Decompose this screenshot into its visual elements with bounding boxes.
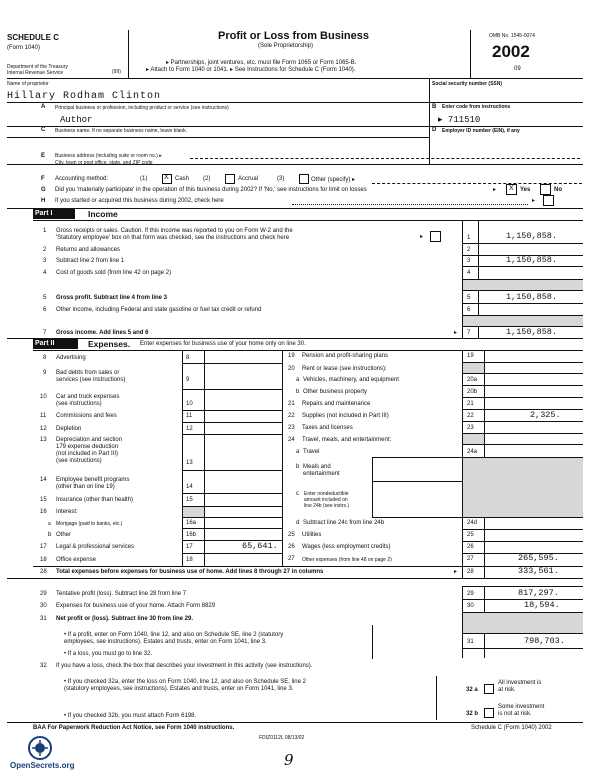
line23-text: Taxes and licenses	[302, 425, 353, 431]
line8-box: 8	[186, 355, 190, 361]
line7-arrow: ▸	[454, 330, 458, 336]
line31-bullet3: • If a loss, you must go to line 32.	[64, 651, 153, 657]
line32-num: 32	[40, 663, 47, 669]
schedule-label: SCHEDULE C	[7, 33, 60, 42]
line20b-num: b	[296, 389, 300, 395]
line22-value: 2,325.	[530, 410, 561, 420]
line27-box: 27	[467, 556, 474, 562]
line31-bullet1: • If a profit, enter on Form 1040, line 12, and also on Schedule SE, line 2 (statutory	[64, 632, 284, 638]
line6-box: 6	[467, 307, 471, 313]
line28-box: 28	[467, 569, 474, 575]
line24c-text3: line 24b (see instrs.)	[304, 503, 350, 509]
line32a-text2: at risk.	[498, 687, 516, 693]
line24d-text: Subtract line 24c from line 24b	[303, 520, 385, 526]
line30-box: 30	[467, 603, 474, 609]
statutory-employee-checkbox[interactable]	[430, 231, 441, 242]
line29-num: 29	[40, 591, 47, 597]
line-g-letter: G	[41, 187, 46, 193]
line7-value: 1,150,858.	[506, 327, 558, 337]
line1-arrow: ▸	[420, 234, 424, 240]
line10-text: Car and truck expenses	[56, 394, 120, 400]
line3-value: 1,150,858.	[506, 255, 558, 265]
cash-label: Cash	[175, 176, 190, 182]
f-opt2: (2)	[203, 176, 211, 182]
line28-num: 28	[40, 569, 47, 575]
line21-box: 21	[467, 401, 474, 407]
line24a-box: 24a	[467, 449, 478, 455]
no-checkbox[interactable]	[540, 184, 551, 195]
line31-num: 31	[40, 616, 47, 622]
line20-text: Rent or lease (see instructions):	[302, 366, 387, 372]
line25-num: 25	[288, 532, 295, 538]
line31-bullet2: employees, see instructions). Estates and trusts, enter on Form 1041, line 3.	[64, 639, 267, 645]
line27-text: Other expenses (from line 48 on page 2)	[302, 557, 392, 563]
line-e-letter: E	[41, 153, 46, 159]
line16-num: 16	[40, 509, 47, 515]
line20a-text: Vehicles, machinery, and equipment	[303, 377, 399, 383]
line-h-text: If you started or acquired this business during 2002, check here	[55, 198, 224, 204]
line5-num: 5	[43, 295, 47, 301]
line16a-num: a	[48, 521, 51, 527]
line22-num: 22	[288, 413, 295, 419]
other-method-label: Other (specify) ▸	[311, 177, 356, 183]
h-dots	[292, 204, 528, 205]
line17-value: 65,641.	[242, 541, 278, 551]
line24c-num: c	[296, 491, 299, 497]
part1-title: Income	[88, 209, 118, 219]
line7-text: Gross income. Add lines 5 and 6	[56, 330, 149, 336]
address-dash	[190, 158, 580, 159]
line5-box: 5	[467, 295, 471, 301]
line28-value: 333,561.	[518, 566, 559, 576]
line1-text2: 'Statutory employee' box on that form was checked, see the instructions and check here	[56, 235, 290, 241]
started-checkbox[interactable]	[543, 195, 554, 206]
line15-text: Insurance (other than health)	[56, 497, 134, 503]
line30-value: 18,594.	[524, 600, 560, 610]
line18-box: 18	[186, 557, 193, 563]
line8-num: 8	[43, 355, 47, 361]
h-arrow: ▸	[532, 198, 536, 204]
line16b-num: b	[48, 532, 52, 538]
line3-box: 3	[467, 258, 471, 264]
line32-text: If you have a loss, check the box that describes your investment in this activity (see instructions).	[56, 663, 313, 669]
line3-text: Subtract line 2 from line 1	[56, 258, 125, 264]
line32b-label: 32 b	[466, 711, 479, 717]
yes-label: Yes	[520, 187, 531, 193]
line6-num: 6	[43, 307, 47, 313]
ssn-label: Social security number (SSN)	[432, 81, 503, 87]
part2-tag: Part II	[35, 340, 55, 347]
line12-num: 12	[40, 426, 47, 432]
part2-title: Expenses.	[88, 339, 131, 349]
line16-text: Interest:	[56, 509, 78, 515]
line-e-label2: City, town or post office, state, and ZIP code	[55, 160, 153, 166]
line23-num: 23	[288, 425, 295, 431]
page-number: 9	[284, 751, 294, 769]
line4-num: 4	[43, 270, 47, 276]
line-c-label: Business name. If no separate business name, leave blank.	[55, 128, 188, 134]
line13-num: 13	[40, 437, 47, 443]
instruction-2: ▸ Attach to Form 1040 or 1041. ▸ See Instructions for Schedule C (Form 1040).	[146, 67, 356, 73]
line14-text2: (other than on line 19)	[56, 484, 115, 490]
line4-text: Cost of goods sold (from line 42 on page 2)	[56, 270, 172, 276]
line11-box: 11	[186, 413, 193, 419]
line-a-letter: A	[41, 104, 46, 110]
line30-text: Expenses for business use of your home. Attach Form 8829	[56, 603, 216, 609]
line6-text: Other income, including Federal and state gasoline or fuel tax credit or refund	[56, 307, 262, 313]
line26-num: 26	[288, 544, 295, 550]
line13-text4: (see instructions)	[56, 458, 102, 464]
line31-value: 798,703.	[524, 636, 565, 646]
line29-value: 817,297.	[518, 588, 559, 598]
line5-value: 1,150,858.	[506, 292, 558, 302]
line-a-label: Principal business or profession, including product or service (see instructions)	[55, 105, 229, 111]
irs-label: Internal Revenue Service	[7, 70, 64, 76]
line17-box: 17	[186, 544, 193, 550]
line32a-text: All investment is	[498, 680, 542, 686]
line25-box: 25	[467, 532, 474, 538]
line24d-box: 24d	[467, 520, 478, 526]
line24c-text: Enter nondeductible	[304, 491, 349, 497]
line2-num: 2	[43, 247, 47, 253]
line13-text2: 179 expense deduction	[56, 444, 119, 450]
line20b-text: Other business property	[303, 389, 368, 395]
line8-text: Advertising	[56, 355, 86, 361]
line1-text: Gross receipts or sales. Caution. If this income was reported to you on Form W-2 and the	[56, 228, 293, 234]
form-title: Profit or Loss from Business	[218, 30, 369, 42]
line19-num: 19	[288, 353, 295, 359]
line10-box: 10	[186, 401, 193, 407]
line24b-text2: entertainment	[303, 471, 340, 477]
form-subtitle: (Sole Proprietorship)	[258, 43, 314, 49]
line10-text2: (see instructions)	[56, 401, 102, 407]
line16a-text: Mortgage (paid to banks, etc.)	[56, 521, 123, 527]
line28-text: Total expenses before expenses for business use of home. Add lines 8 through 27 in columns	[56, 569, 324, 575]
line16b-box: 16b	[186, 532, 197, 538]
name-label: Name of proprietor	[7, 81, 49, 87]
instruction-1: ▸ Partnerships, joint ventures, etc. must file Form 1065 or Form 1065-B.	[166, 60, 357, 66]
line-b-letter: B	[432, 104, 437, 110]
line5-text: Gross profit. Subtract line 4 from line 3	[56, 295, 168, 301]
line4-box: 4	[467, 270, 471, 276]
line21-text: Repairs and maintenance	[302, 401, 371, 407]
line28-arrow: ▸	[454, 569, 458, 575]
accrual-label: Accrual	[238, 176, 259, 182]
proprietor-name: Hillary Rodham Clinton	[7, 91, 162, 102]
line11-text: Commissions and fees	[56, 413, 117, 419]
line13-box: 13	[186, 460, 193, 466]
line15-box: 15	[186, 497, 193, 503]
business-code: ▸ 711510	[438, 115, 481, 125]
form-id: FDIZ0112L 08/13/02	[259, 735, 305, 741]
line32b-text: Some investment	[498, 704, 545, 710]
yes-check-mark: X	[509, 185, 514, 192]
watermark-text: OpenSecrets.org	[10, 761, 75, 770]
accrual-checkbox[interactable]	[225, 174, 235, 184]
line25-text: Utilities	[302, 532, 322, 538]
no-label: No	[554, 187, 562, 193]
baa-notice: BAA For Paperwork Reduction Act Notice, see Form 1040 instructions.	[33, 725, 235, 731]
line21-num: 21	[288, 401, 295, 407]
line23-box: 23	[467, 425, 474, 431]
line-d-letter: D	[432, 127, 437, 133]
line19-text: Pension and profit-sharing plans	[302, 353, 389, 359]
footer-right: Schedule C (Form 1040) 2002	[471, 725, 552, 731]
cash-check-mark: X	[164, 174, 169, 181]
line15-num: 15	[40, 497, 47, 503]
line31-text: Net profit or (loss). Subtract line 30 from line 29.	[56, 616, 194, 622]
line13-text: Depreciation and section	[56, 437, 123, 443]
line29-text: Tentative profit (loss). Subtract line 28 from line 7	[56, 591, 187, 597]
other-method-checkbox[interactable]	[299, 174, 309, 184]
line18-num: 18	[40, 557, 47, 563]
line-d-label: Employer ID number (EIN), if any	[442, 128, 520, 134]
line30-num: 30	[40, 603, 47, 609]
line9-text2: services (see instructions)	[56, 377, 126, 383]
line32a-label: 32 a	[466, 687, 478, 693]
line12-text: Depletion	[56, 426, 82, 432]
line-f-letter: F	[41, 176, 45, 182]
line2-text: Returns and allowances	[56, 247, 121, 253]
line24-text: Travel, meals, and entertainment:	[302, 437, 392, 443]
opensecrets-logo	[10, 735, 75, 775]
line24b-text: Meals and	[303, 464, 331, 470]
line16a-box: 16a	[186, 520, 197, 526]
line24d-num: d	[296, 520, 300, 526]
line22-text: Supplies (not included in Part III)	[302, 413, 389, 419]
irs-code: (99)	[112, 69, 121, 75]
g-arrow: ▸	[493, 187, 497, 193]
line-h-letter: H	[41, 198, 46, 204]
sequence-number: 09	[514, 66, 521, 72]
line-g-text: Did you 'materially participate' in the operation of this business during 2002? If 'No,' see instructions for limit on losses	[55, 187, 367, 193]
line17-text: Legal & professional services	[56, 544, 135, 550]
line11-num: 11	[40, 413, 47, 419]
line24b-num: b	[296, 464, 300, 470]
line27-value: 265,595.	[518, 553, 559, 563]
line27-num: 27	[288, 556, 295, 562]
form-ref: (Form 1040)	[7, 45, 41, 51]
part1-tag: Part I	[35, 210, 53, 217]
line10-num: 10	[40, 394, 47, 400]
line32-bullet3: • If you checked 32b, you must attach Form 6198.	[64, 713, 197, 719]
line14-text: Employee benefit programs	[56, 477, 130, 483]
line2-box: 2	[467, 247, 471, 253]
line24c-text2: amount included on	[304, 497, 348, 503]
line17-num: 17	[40, 544, 47, 550]
line32-bullet1: • If you checked 32a, enter the loss on Form 1040, line 12, and also on Schedule SE, line 2	[64, 679, 306, 685]
line32-bullet2: (statutory employees, see instructions). Estates and trusts, enter on Form 1041, line 3.	[64, 686, 294, 692]
line24a-text: Travel	[303, 449, 320, 455]
line16b-text: Other	[56, 532, 72, 538]
not-at-risk-checkbox[interactable]	[484, 708, 494, 718]
line1-num: 1	[43, 228, 47, 234]
dept-label: Department of the Treasury	[7, 64, 68, 70]
all-at-risk-checkbox[interactable]	[484, 684, 494, 694]
line24a-num: a	[296, 449, 300, 455]
line1-box: 1	[467, 235, 471, 241]
line22-box: 22	[467, 413, 474, 419]
line31-box: 31	[467, 639, 474, 645]
part2-subtitle: Enter expenses for business use of your home only on line 30.	[140, 341, 306, 347]
line1-value: 1,150,858.	[506, 231, 558, 241]
line9-num: 9	[43, 370, 47, 376]
line19-box: 19	[467, 353, 474, 359]
line-c-letter: C	[41, 127, 46, 133]
line12-box: 12	[186, 426, 193, 432]
line13-text3: (not included in Part III)	[56, 451, 119, 457]
line26-text: Wages (less employment credits)	[302, 544, 391, 550]
line7-box: 7	[467, 330, 471, 336]
line14-box: 14	[186, 484, 193, 490]
omb-number: OMB No. 1545-0074	[489, 33, 535, 39]
line20a-box: 20a	[467, 377, 478, 383]
line9-text: Bad debts from sales or	[56, 370, 120, 376]
line-b-label: Enter code from instructions	[442, 104, 511, 110]
line20b-box: 20b	[467, 389, 478, 395]
line7-num: 7	[43, 330, 47, 336]
line24-num: 24	[288, 437, 295, 443]
tax-year: 2002	[492, 42, 530, 61]
line29-box: 29	[467, 591, 474, 597]
line14-num: 14	[40, 477, 47, 483]
occupation: Author	[60, 115, 93, 125]
line26-box: 26	[467, 544, 474, 550]
f-opt3: (3)	[277, 176, 285, 182]
line-f-text: Accounting method:	[55, 176, 109, 182]
line18-text: Office expense	[56, 557, 96, 563]
line9-box: 9	[186, 377, 190, 383]
line20a-num: a	[296, 377, 300, 383]
line32b-text2: is not at risk.	[498, 711, 532, 717]
line-e-label1: Business address (including suite or room no.) ▸	[55, 153, 162, 159]
f-opt1: (1)	[140, 176, 148, 182]
line3-num: 3	[43, 258, 47, 264]
line20-num: 20	[288, 366, 295, 372]
